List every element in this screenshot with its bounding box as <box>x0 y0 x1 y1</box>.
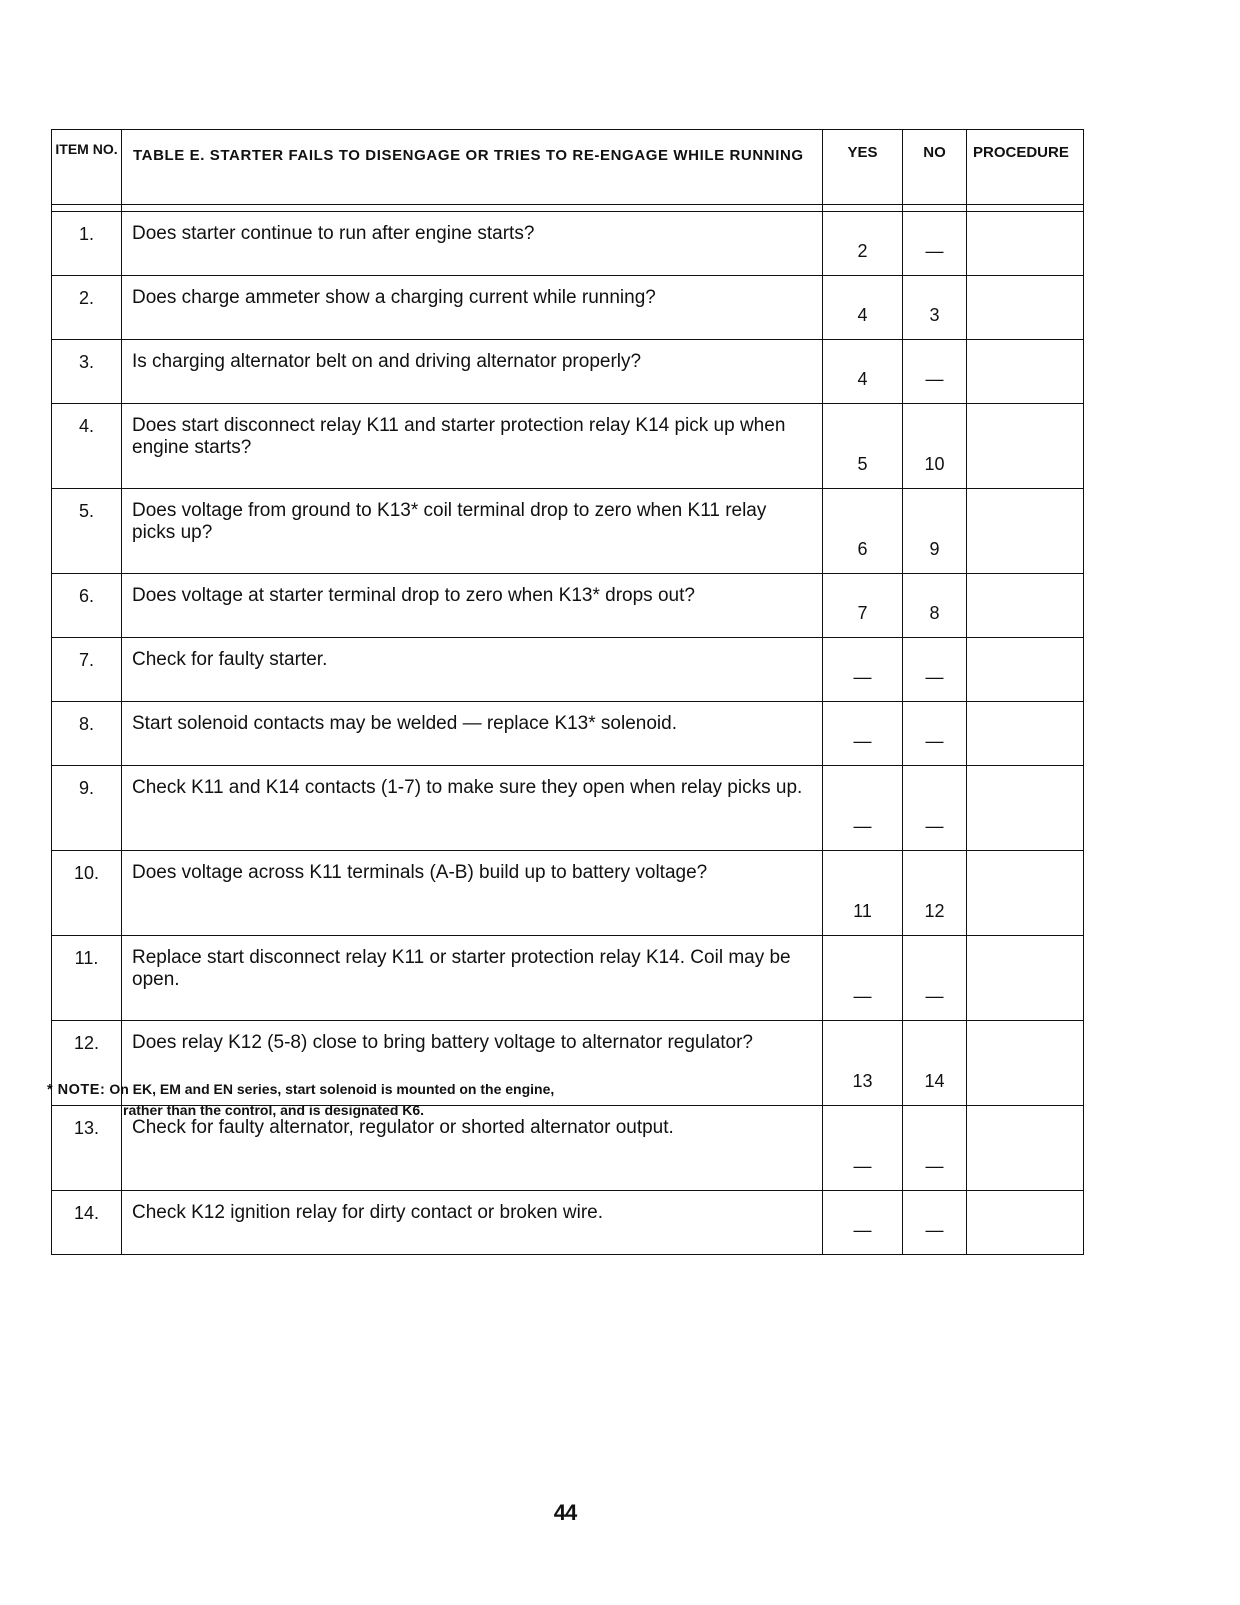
row-procedure <box>967 212 1084 276</box>
row-procedure <box>967 1021 1084 1106</box>
row-item-number: 14. <box>52 1191 122 1255</box>
row-yes-target: — <box>823 638 903 702</box>
row-item-number: 1. <box>52 212 122 276</box>
row-yes-target: 4 <box>823 340 903 404</box>
footnote <box>47 1079 554 1121</box>
table-row <box>52 702 1084 766</box>
row-procedure <box>967 574 1084 638</box>
row-question: Check for faulty alternator, regulator or shorted alternator output. <box>122 1106 823 1191</box>
row-item-number: 6. <box>52 574 122 638</box>
row-no-target: — <box>903 702 967 766</box>
row-yes-target: 6 <box>823 489 903 574</box>
row-no-target: 12 <box>903 851 967 936</box>
row-question: Replace start disconnect relay K11 or starter protection relay K14. Coil may be open. <box>122 936 823 1021</box>
table-row <box>52 276 1084 340</box>
table-row <box>52 340 1084 404</box>
table-row <box>52 936 1084 1021</box>
row-no-target: — <box>903 1106 967 1191</box>
row-item-number: 11. <box>52 936 122 1021</box>
row-yes-target: 7 <box>823 574 903 638</box>
row-yes-target: 4 <box>823 276 903 340</box>
row-item-number: 8. <box>52 702 122 766</box>
header-procedure: PROCEDURE <box>967 130 1084 205</box>
table-header-row <box>52 130 1084 205</box>
row-question: Does voltage from ground to K13* coil terminal drop to zero when K11 relay picks up? <box>122 489 823 574</box>
row-question: Is charging alternator belt on and driving alternator properly? <box>122 340 823 404</box>
row-question: Check K11 and K14 contacts (1-7) to make sure they open when relay picks up. <box>122 766 823 851</box>
row-item-number: 7. <box>52 638 122 702</box>
row-no-target: — <box>903 766 967 851</box>
row-question: Does charge ammeter show a charging current while running? <box>122 276 823 340</box>
row-item-number: 2. <box>52 276 122 340</box>
table-row <box>52 638 1084 702</box>
row-question: Start solenoid contacts may be welded — replace K13* solenoid. <box>122 702 823 766</box>
row-yes-target: — <box>823 702 903 766</box>
row-procedure <box>967 276 1084 340</box>
row-yes-target: — <box>823 936 903 1021</box>
header-item-no: ITEM NO. <box>52 130 122 205</box>
row-procedure <box>967 702 1084 766</box>
row-item-number: 10. <box>52 851 122 936</box>
row-procedure <box>967 404 1084 489</box>
row-procedure <box>967 489 1084 574</box>
row-item-number: 4. <box>52 404 122 489</box>
header-no: NO <box>903 130 967 205</box>
row-no-target: 10 <box>903 404 967 489</box>
note-label: * NOTE: <box>47 1082 106 1098</box>
row-item-number: 13. <box>52 1106 122 1191</box>
row-yes-target: 11 <box>823 851 903 936</box>
row-no-target: — <box>903 638 967 702</box>
row-yes-target: — <box>823 1106 903 1191</box>
row-question: Check K12 ignition relay for dirty contact or broken wire. <box>122 1191 823 1255</box>
row-procedure <box>967 340 1084 404</box>
table-row <box>52 574 1084 638</box>
row-item-number: 9. <box>52 766 122 851</box>
row-no-target: 9 <box>903 489 967 574</box>
row-yes-target: — <box>823 1191 903 1255</box>
row-no-target: 3 <box>903 276 967 340</box>
row-no-target: 14 <box>903 1021 967 1106</box>
row-yes-target: 5 <box>823 404 903 489</box>
row-question: Does relay K12 (5-8) close to bring battery voltage to alternator regulator? <box>122 1021 823 1106</box>
row-item-number: 3. <box>52 340 122 404</box>
row-no-target: — <box>903 936 967 1021</box>
row-yes-target: — <box>823 766 903 851</box>
page-number: 44 <box>553 1500 577 1525</box>
row-no-target: 8 <box>903 574 967 638</box>
row-procedure <box>967 1106 1084 1191</box>
row-procedure <box>967 936 1084 1021</box>
note-line-1: On EK, EM and EN series, start solenoid is mounted on the engine, <box>109 1081 555 1097</box>
row-item-number: 12. <box>52 1021 122 1106</box>
row-question: Does voltage at starter terminal drop to zero when K13* drops out? <box>122 574 823 638</box>
table-row <box>52 212 1084 276</box>
table-row <box>52 766 1084 851</box>
row-procedure <box>967 851 1084 936</box>
table-row <box>52 1191 1084 1255</box>
row-question: Check for faulty starter. <box>122 638 823 702</box>
row-yes-target: 13 <box>823 1021 903 1106</box>
table-row <box>52 489 1084 574</box>
row-procedure <box>967 766 1084 851</box>
row-no-target: — <box>903 212 967 276</box>
row-yes-target: 2 <box>823 212 903 276</box>
table-row <box>52 404 1084 489</box>
header-yes: YES <box>823 130 903 205</box>
row-item-number: 5. <box>52 489 122 574</box>
row-procedure <box>967 1191 1084 1255</box>
row-question: Does voltage across K11 terminals (A-B) build up to battery voltage? <box>122 851 823 936</box>
table-row <box>52 851 1084 936</box>
row-no-target: — <box>903 1191 967 1255</box>
row-no-target: — <box>903 340 967 404</box>
row-procedure <box>967 638 1084 702</box>
row-question: Does start disconnect relay K11 and starter protection relay K14 pick up when engine starts? <box>122 404 823 489</box>
note-line-2: rather than the control, and is designated K6. <box>123 1102 425 1118</box>
row-question: Does starter continue to run after engine starts? <box>122 212 823 276</box>
header-divider <box>52 205 1084 212</box>
table-title: TABLE E. STARTER FAILS TO DISENGAGE OR TRIES TO RE-ENGAGE WHILE RUNNING <box>122 130 823 205</box>
